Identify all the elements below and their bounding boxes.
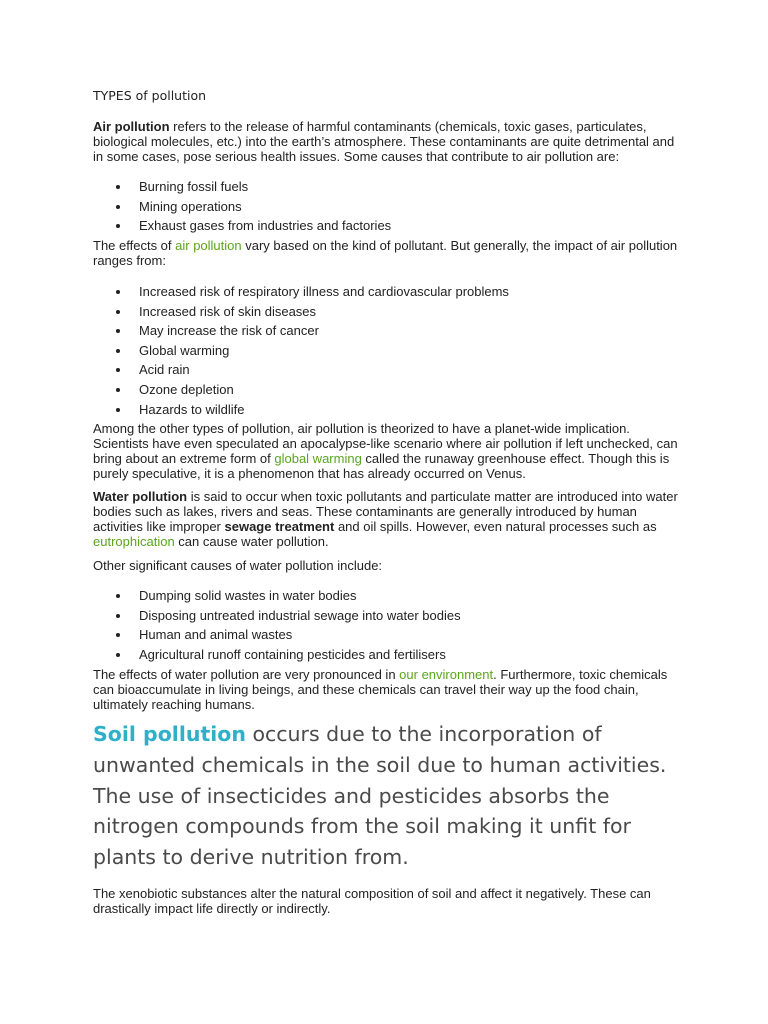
list-item: Increased risk of skin diseases — [93, 302, 509, 322]
bullet-icon — [116, 653, 120, 657]
list-item: Acid rain — [93, 360, 509, 380]
bullet-icon — [116, 310, 120, 314]
air-pollution-intro: Air pollution refers to the release of harmful contaminants (chemicals, toxic gases, particulates, biological molecules, etc.) into the earth’s atmosphere. These contaminants are quite detrimental and in some cases, pose serious health issues. Some causes that contribute to air pollution are: — [93, 119, 675, 164]
air-pollution-link[interactable]: air pollution — [175, 238, 242, 253]
bullet-icon — [116, 205, 120, 209]
bullet-icon — [116, 614, 120, 618]
eutrophication-link[interactable]: eutrophication — [93, 534, 175, 549]
list-item: Exhaust gases from industries and factories — [93, 216, 391, 236]
list-item: Ozone depletion — [93, 380, 509, 400]
air-pollution-heading: Air pollution — [93, 119, 170, 134]
water-effects-paragraph: The effects of water pollution are very pronounced in our environment. Furthermore, toxic chemicals can bioaccumulate in living beings, and these chemicals can travel their way up the food chain, ultimately reaching humans. — [93, 667, 668, 712]
water-pollution-intro: Water pollution is said to occur when toxic pollutants and particulate matter are introduced into water bodies such as lakes, rivers and seas. These contaminants are generally introduced by human activities like improper sewage treatment and oil spills. However, even natural processes such as eutrophication can cause water pollution. — [93, 489, 678, 549]
bullet-icon — [116, 349, 120, 353]
bullet-icon — [116, 408, 120, 412]
our-environment-link[interactable]: our environment — [399, 667, 494, 682]
list-item: Human and animal wastes — [93, 625, 461, 645]
list-item: Global warming — [93, 341, 509, 361]
list-item: Burning fossil fuels — [93, 177, 391, 197]
list-item: May increase the risk of cancer — [93, 321, 509, 341]
air-effects-list — [93, 282, 509, 419]
global-warming-link[interactable]: global warming — [274, 451, 362, 466]
bullet-icon — [116, 185, 120, 189]
bullet-icon — [116, 368, 120, 372]
air-causes-list — [93, 177, 391, 236]
list-item: Disposing untreated industrial sewage into water bodies — [93, 606, 461, 626]
air-implication-paragraph: Among the other types of pollution, air pollution is theorized to have a planet-wide implication. Scientists have even speculated an apocalypse-like scenario where air pollution if left unchecked, can bring about an extreme form of global warming called the runaway greenhouse effect. Though this is purely speculative, it is a phenomenon that has already occurred on Venus. — [93, 421, 678, 481]
bullet-icon — [116, 329, 120, 333]
bullet-icon — [116, 388, 120, 392]
water-causes-intro: Other significant causes of water pollution include: — [93, 558, 383, 573]
bullet-icon — [116, 224, 120, 228]
list-item: Agricultural runoff containing pesticides and fertilisers — [93, 645, 461, 665]
air-effects-intro: The effects of air pollution vary based on the kind of pollutant. But generally, the impact of air pollution ranges from: — [93, 238, 678, 268]
soil-pollution-paragraph: Soil pollution occurs due to the incorporation of unwanted chemicals in the soil due to human activities. The use of insecticides and pesticides absorbs the nitrogen compounds from the soil making it unfit for plants to derive nutrition from. — [93, 722, 667, 870]
water-causes-list — [93, 586, 461, 664]
list-item: Dumping solid wastes in water bodies — [93, 586, 461, 606]
bullet-icon — [116, 633, 120, 637]
document-title: TYPES of pollution — [93, 88, 207, 103]
water-pollution-heading: Water pollution — [93, 489, 188, 504]
sewage-treatment-bold: sewage treatment — [224, 519, 335, 534]
list-item: Mining operations — [93, 197, 391, 217]
soil-pollution-heading: Soil pollution — [93, 722, 246, 746]
list-item: Hazards to wildlife — [93, 400, 509, 420]
xenobiotic-paragraph: The xenobiotic substances alter the natural composition of soil and affect it negatively. These can drastically impact life directly or indirectly. — [93, 886, 651, 916]
bullet-icon — [116, 290, 120, 294]
bullet-icon — [116, 594, 120, 598]
list-item: Increased risk of respiratory illness and cardiovascular problems — [93, 282, 509, 302]
